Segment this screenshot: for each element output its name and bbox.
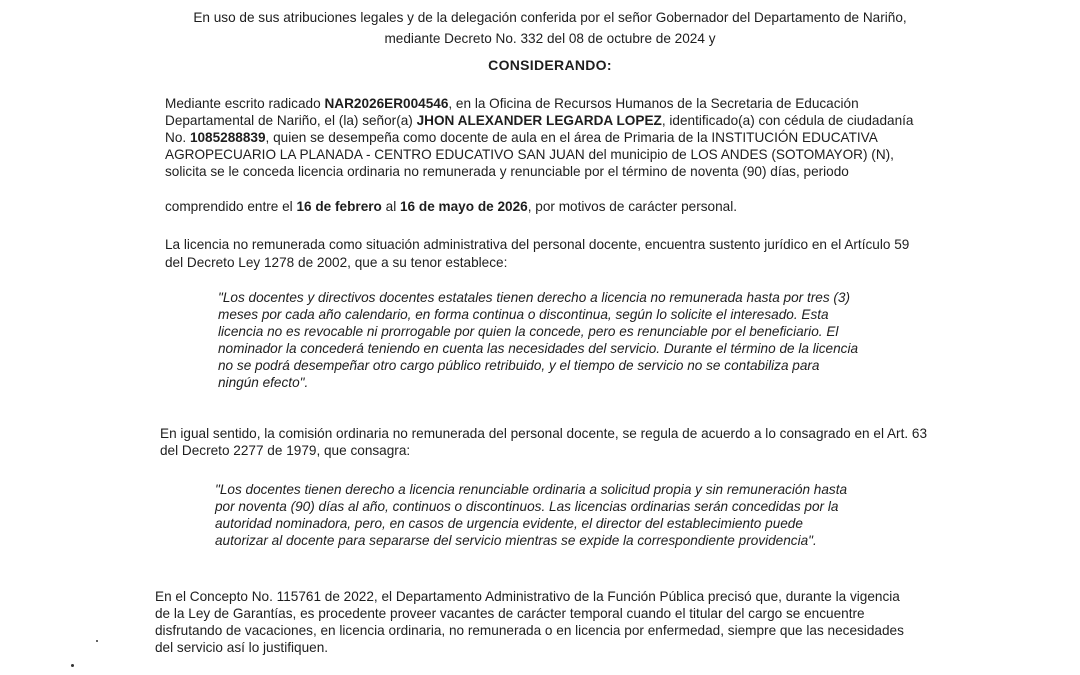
- radicado-number: NAR2026ER004546: [324, 96, 449, 111]
- paragraph-1-line-2: [165, 113, 945, 129]
- text-run: , por motivos de carácter personal.: [527, 199, 738, 214]
- quote-1-line-4: nominador la concederá teniendo en cuenta las necesidades del servicio. Durante el término de la licencia: [218, 341, 859, 356]
- text-run: No.: [165, 130, 190, 145]
- text-run: Departamental de Nariño, el (la) señor(a): [165, 113, 417, 128]
- quote-1-line-1: "Los docentes y directivos docentes estatales tienen derecho a licencia no remunerada hasta por tres (3): [218, 290, 851, 305]
- quote-1-line-6: ningún efecto".: [218, 375, 309, 390]
- id-number: 1085288839: [189, 130, 266, 145]
- quote-2-line-3: autoridad nominadora, pero, en casos de urgencia evidente, el director del establecimiento puede: [215, 516, 803, 531]
- quote-2-line-4: autorizar al docente para separarse del servicio mientras se expide la correspondiente providencia".: [215, 533, 817, 548]
- paragraph-2-line-2: del Decreto Ley 1278 de 2002, que a su tenor establece:: [165, 255, 508, 270]
- paragraph-1-line-3: [165, 130, 945, 146]
- text-run: comprendido entre el: [165, 199, 297, 214]
- text-run: , en la Oficina de Recursos Humanos de la Secretaria de Educación: [448, 96, 859, 111]
- paragraph-4-line-4: del servicio así lo justifiquen.: [155, 640, 329, 655]
- paragraph-1-line-6: [165, 199, 945, 215]
- applicant-name: JHON ALEXANDER LEGARDA LOPEZ: [416, 113, 662, 128]
- scan-speck: [71, 664, 74, 667]
- quote-2-line-1: "Los docentes tienen derecho a licencia renunciable ordinaria a solicitud propia y sin remuneración hasta: [215, 482, 848, 497]
- quote-2-line-2: por noventa (90) días al año, continuos o discontinuos. Las licencias ordinarias serán concedidas por la: [215, 499, 839, 514]
- header-line-2: mediante Decreto No. 332 del 08 de octubre de 2024 y: [384, 31, 716, 46]
- paragraph-3-line-2: del Decreto 2277 de 1979, que consagra:: [160, 443, 411, 458]
- quote-1-line-2: meses por cada año calendario, en forma continua o discontinua, según lo solicite el interesado. Esta: [218, 307, 829, 322]
- text-run: , identificado(a) con cédula de ciudadanía: [661, 113, 914, 128]
- paragraph-4-line-3: disfrutando de vacaciones, en licencia ordinaria, no remunerada o en licencia por enfermedad, siempre que las necesidades: [155, 623, 904, 638]
- end-date: 16 de mayo de 2026: [400, 199, 528, 214]
- header-line-1: En uso de sus atribuciones legales y de la delegación conferida por el señor Gobernador del Departamento de Nariño,: [193, 10, 907, 25]
- start-date: 16 de febrero: [296, 199, 382, 214]
- paragraph-1-line-5: solicita se le conceda licencia ordinaria no remunerada y renunciable por el término de noventa (90) días, periodo: [165, 164, 849, 179]
- paragraph-4-line-1: En el Concepto No. 115761 de 2022, el Departamento Administrativo de la Función Pública precisó que, durante la vigencia: [155, 589, 900, 604]
- text-run: , quien se desempeña como docente de aula en el área de Primaria de la INSTITUCIÓN EDUCATIVA: [265, 130, 878, 145]
- paragraph-1-line-1: [165, 96, 945, 112]
- quote-1-line-5: no se podrá desempeñar otro cargo público retribuido, y el tiempo de servicio no se contabiliza para: [218, 358, 820, 373]
- paragraph-4-line-2: de la Ley de Garantías, es procedente proveer vacantes de carácter temporal cuando el titular del cargo se encuentre: [155, 606, 865, 621]
- section-heading: CONSIDERANDO:: [488, 57, 612, 73]
- text-run: Mediante escrito radicado: [165, 96, 325, 111]
- text-run: al: [381, 199, 400, 214]
- paragraph-3-line-1: En igual sentido, la comisión ordinaria no remunerada del personal docente, se regula de acuerdo a lo consagrado en el Art. 63: [160, 426, 928, 441]
- scan-speck: [96, 640, 98, 642]
- paragraph-2-line-1: La licencia no remunerada como situación administrativa del personal docente, encuentra sustento jurídico en el Artículo 59: [165, 237, 910, 252]
- paragraph-1-line-4: AGROPECUARIO LA PLANADA - CENTRO EDUCATIVO SAN JUAN del municipio de LOS ANDES (SOTOMAYOR) (N),: [165, 147, 894, 162]
- quote-1-line-3: licencia no es revocable ni prorrogable por quien la concede, pero es renunciable por el beneficiario. El: [218, 324, 839, 339]
